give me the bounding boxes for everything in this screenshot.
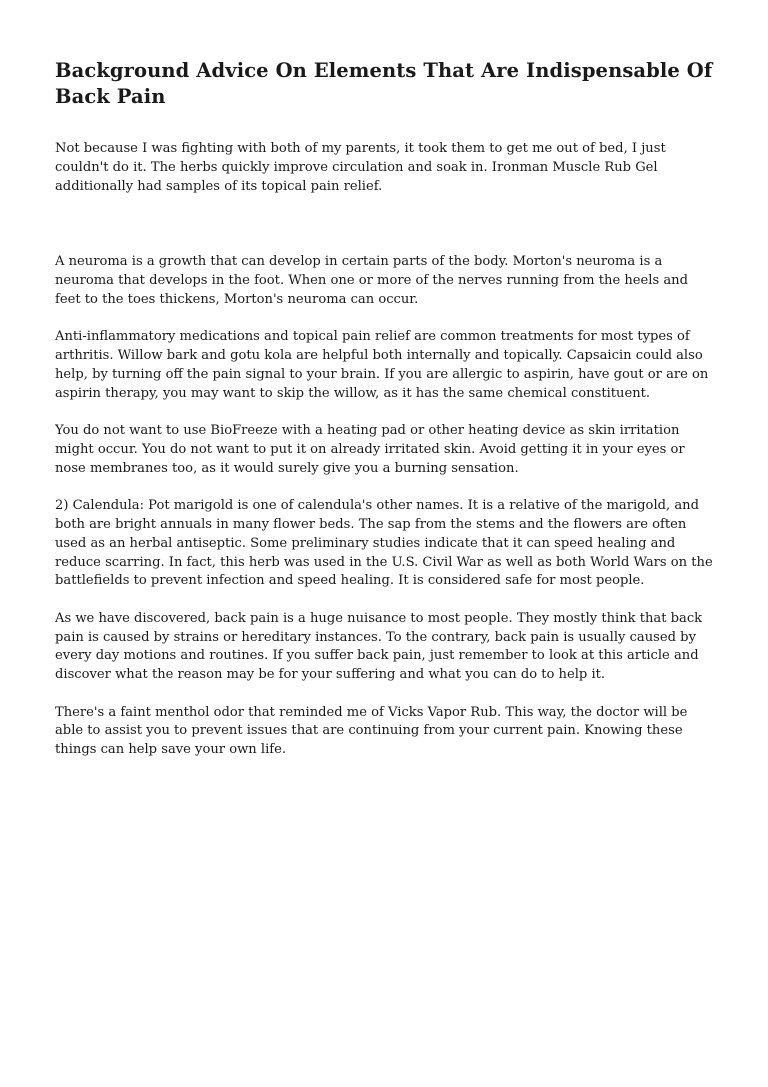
paragraph-2: A neuroma is a growth that can develop in certain parts of the body. Morton's neuroma is a neuroma that develops in the foot. When one or more of the nerves running from the heels and feet to the toes thickens, Morton's neuroma can occur. — [55, 254, 688, 307]
document-title: Background Advice On Elements That Are Indispensable Of Back Pain — [55, 59, 713, 108]
document-page — [55, 58, 715, 778]
paragraph-3: Anti-inflammatory medications and topical pain relief are common treatments for most types of arthritis. Willow bark and gotu kola are helpful both internally and topically. Capsaicin could also help, by turning off the pain signal to your brain. If you are allergic to aspirin, have gout or are on aspirin therapy, you may want to skip the willow, as it has the same chemical constituent. — [55, 329, 709, 401]
paragraph-5: 2) Calendula: Pot marigold is one of calendula's other names. It is a relative of the marigold, and both are bright annuals in many flower beds. The sap from the stems and the flowers are often used as an herbal antiseptic. Some preliminary studies indicate that it can speed healing and reduce scarring. In fact, this herb was used in the U.S. Civil War as well as both World Wars on the battlefields to prevent infection and speed healing. It is considered safe for most people. — [55, 498, 713, 589]
paragraph-1: Not because I was fighting with both of my parents, it took them to get me out of bed, I just couldn't do it. The herbs quickly improve circulation and soak in. Ironman Muscle Rub Gel additionally had samples of its topical pain relief. — [55, 141, 666, 194]
paragraph-6: As we have discovered, back pain is a huge nuisance to most people. They mostly think that back pain is caused by strains or hereditary instances. To the contrary, back pain is usually caused by every day motions and routines. If you suffer back pain, just remember to look at this article and discover what the reason may be for your suffering and what you can do to help it. — [55, 610, 703, 683]
paragraph-4: You do not want to use BioFreeze with a heating pad or other heating device as skin irritation might occur. You do not want to put it on already irritated skin. Avoid getting it in your eyes or nose membranes too, as it would surely give you a burning sensation. — [55, 423, 685, 476]
paragraph-7: There's a faint menthol odor that reminded me of Vicks Vapor Rub. This way, the doctor will be able to assist you to prevent issues that are continuing from your current pain. Knowing these things can help save your own life. — [55, 704, 688, 758]
